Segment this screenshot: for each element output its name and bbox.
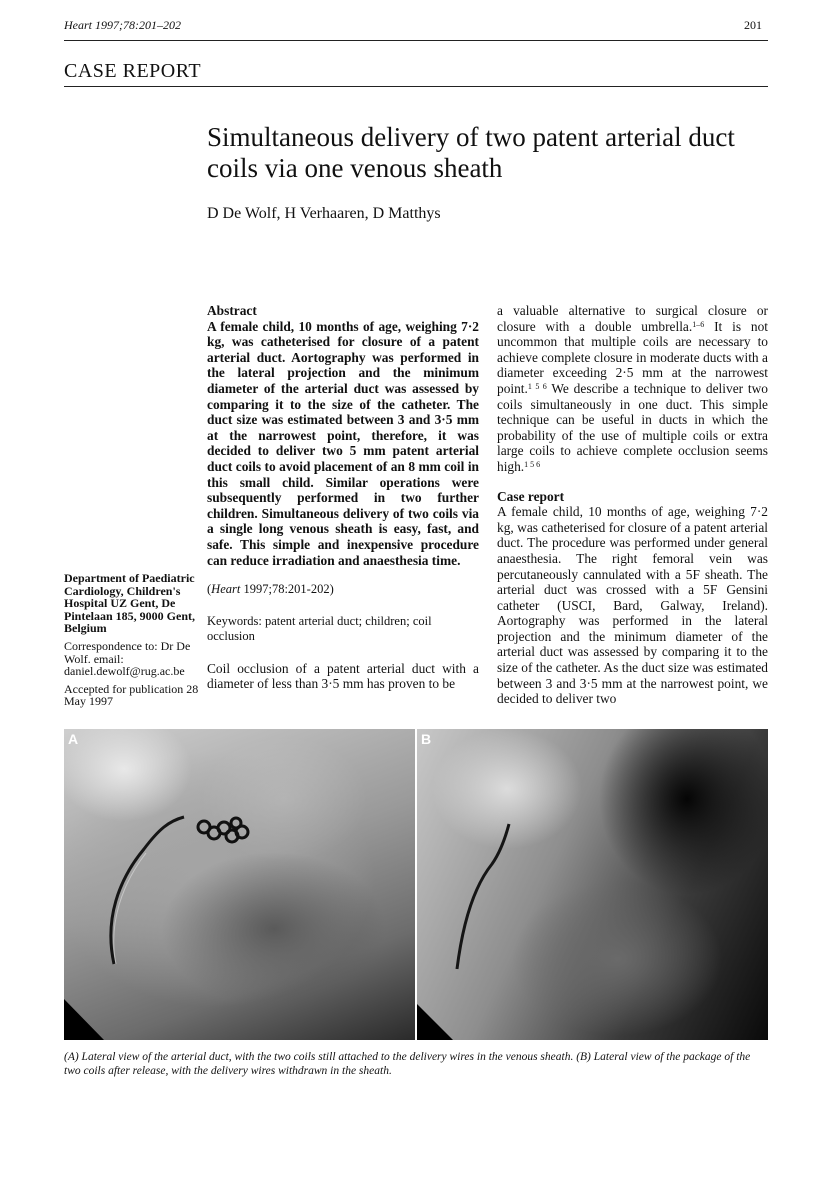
figure-b-xray: [417, 729, 768, 1040]
right-column: [497, 303, 768, 707]
affiliation-department: Department of Paediatric Cardiology, Children's Hospital UZ Gent, De Pintelaan 185, 9000 Gent, Belgium: [64, 571, 195, 636]
header-rule: [64, 40, 768, 41]
figure-b-label: B: [421, 731, 432, 747]
accepted-date: Accepted for publication 28 May 1997: [64, 681, 199, 709]
figure-b-drawing: [417, 729, 768, 1040]
figure-caption: (A) Lateral view of the arterial duct, with the two coils still attached to the delivery wires in the venous sheath. (B) Lateral view of the package of the two coils after release, with the delivery wires withdrawn in the sheath.: [64, 1051, 751, 1077]
correspondence: Correspondence to: Dr De Wolf. email: daniel.dewolf@rug.ac.be: [64, 638, 191, 679]
affiliation-block: [64, 572, 212, 713]
intro-continuation: a valuable alternative to surgical closure or closure with a double umbrella.$^{1-6}$ It is not uncommon that multiple coils are necessary to achieve complete closure in moderate ducts with a diameter exceeding 2·5 mm at the narrowest point.$^{1 5 6}$ We describe a technique to deliver two coils simultaneously in one duct. This simple technique can be useful in ducts in which the probability of the use of multiple coils or extra large coils to achieve complete occlusion seems high.$^{1 5 6}$: [497, 303, 768, 474]
citation: (Heart 1997;78:201-202): [207, 582, 334, 597]
keywords: Keywords: patent arterial duct; children; coil occlusion: [207, 613, 432, 644]
page-number: 201: [744, 18, 762, 32]
abstract-heading: Abstract: [207, 303, 257, 318]
left-column: [207, 303, 479, 692]
article-title: Simultaneous delivery of two patent arterial duct coils via one venous sheath: [207, 122, 735, 183]
figure-a-label: A: [68, 731, 79, 747]
case-report-heading: Case report: [497, 488, 565, 504]
figure-a-drawing: [64, 729, 415, 1040]
intro-paragraph: Coil occlusion of a patent arterial duct with a diameter of less than 3·5 mm has proven to be: [207, 660, 479, 692]
journal-reference: Heart 1997;78:201–202: [64, 18, 181, 32]
abstract-body: A female child, 10 months of age, weighing 7·2 kg, was catheterised for closure of a patent arterial duct. Aortography was performed in the lateral projection and the minimum diameter of the arterial duct was assessed by comparing it to the size of the catheter. The duct size was estimated between 3 and 3·5 mm at the narrowest point, therefore, it was decided to deliver two 5 mm patent arterial duct coils to avoid placement of an 8 mm coil in this small child. Similar operations were subsequently performed in two further children. Simultaneous delivery of two coils via a single long venous sheath is easy, fast, and safe. This simple and inexpensive procedure can reduce irradiation and anaesthesia time.: [207, 318, 479, 568]
case-report-text: A female child, 10 months of age, weighing 7·2 kg, was catheterised for closure of a patent arterial duct. The procedure was performed under general anaesthesia. The right femoral vein was percutaneously cannulated with a 5F sheath. The arterial duct was crossed with a 5F Gensini catheter (USCI, Bard, Galway, Ireland). Aortography was performed in the lateral projection and the minimum diameter of the arterial duct was assessed by comparing it to the size of the catheter. As the duct size was estimated between 3 and 3·5 mm at the narrowest point, we decided to deliver two: [497, 504, 768, 707]
section-label: CASE REPORT: [64, 60, 202, 82]
figure-a-xray: [64, 729, 415, 1040]
section-rule: [64, 86, 768, 87]
authors: D De Wolf, H Verhaaren, D Matthys: [207, 205, 441, 222]
